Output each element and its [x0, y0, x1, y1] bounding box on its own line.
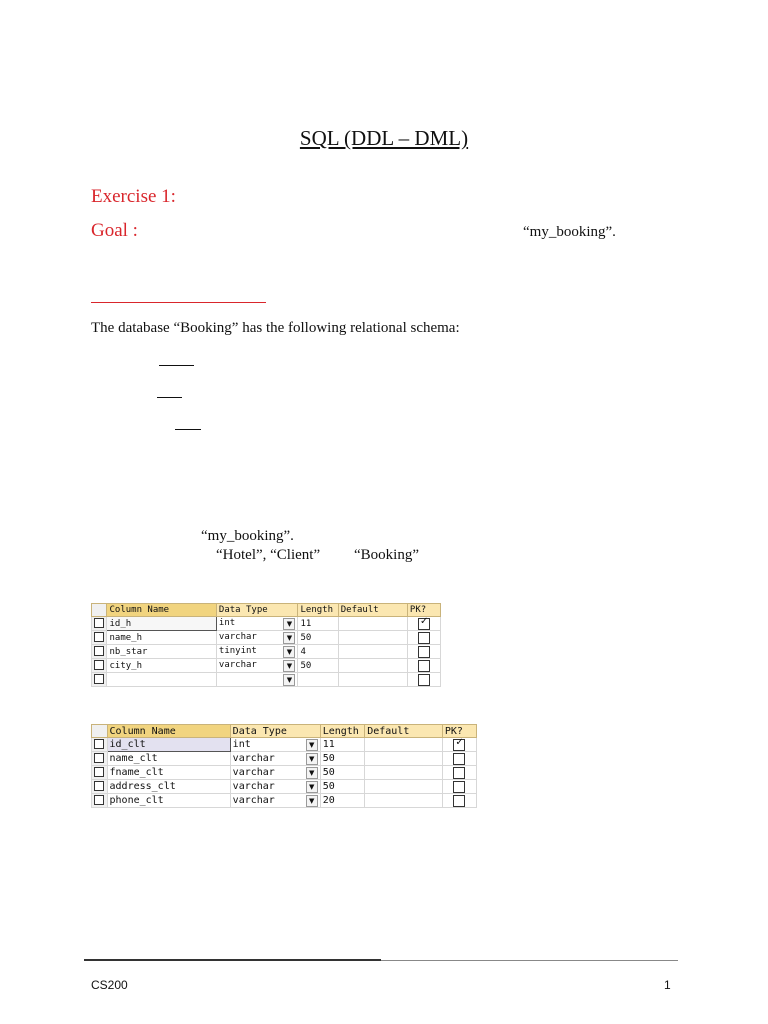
table-row-empty[interactable] — [92, 673, 441, 687]
length-cell[interactable]: 4 — [298, 645, 338, 659]
data-type-cell[interactable] — [230, 766, 320, 780]
pk-checkbox[interactable] — [418, 632, 430, 644]
col-header-data-type: Data Type — [216, 604, 298, 617]
data-type-value: varchar — [218, 631, 257, 642]
goal-db-name: “my_booking”. — [523, 224, 616, 240]
row-checkbox[interactable] — [94, 795, 104, 805]
schema-underline-3 — [175, 429, 201, 430]
footer-page-number: 1 — [664, 978, 671, 992]
data-type-value: varchar — [232, 752, 275, 764]
dropdown-arrow-icon[interactable]: ▼ — [283, 660, 295, 672]
row-checkbox[interactable] — [94, 674, 104, 684]
row-checkbox[interactable] — [94, 781, 104, 791]
col-header-pk: PK? — [407, 604, 440, 617]
data-type-value: varchar — [218, 659, 257, 670]
pk-checkbox[interactable] — [418, 674, 430, 686]
row-checkbox[interactable] — [94, 618, 104, 628]
table-row[interactable] — [92, 631, 441, 645]
column-name-cell[interactable] — [107, 673, 216, 687]
dropdown-arrow-icon[interactable]: ▼ — [306, 753, 318, 765]
row-checkbox[interactable] — [94, 646, 104, 656]
pk-checkbox-checked[interactable] — [453, 739, 465, 751]
pk-checkbox[interactable] — [418, 646, 430, 658]
exercise-heading: Exercise 1: — [91, 186, 176, 207]
column-name-cell[interactable]: city_h — [107, 659, 216, 673]
default-cell[interactable] — [338, 673, 407, 687]
length-cell[interactable] — [298, 673, 338, 687]
schema-underline-1 — [159, 365, 194, 366]
default-cell[interactable] — [338, 631, 407, 645]
pk-checkbox[interactable] — [418, 660, 430, 672]
col-header-data-type: Data Type — [230, 725, 320, 738]
default-cell[interactable] — [365, 766, 443, 780]
pk-checkbox[interactable] — [453, 781, 465, 793]
length-cell[interactable]: 20 — [320, 794, 365, 808]
table-row[interactable] — [92, 780, 477, 794]
row-checkbox[interactable] — [94, 739, 104, 749]
data-type-cell[interactable] — [216, 659, 298, 673]
data-type-cell[interactable] — [216, 617, 298, 631]
data-type-cell[interactable] — [230, 780, 320, 794]
row-header-corner — [92, 725, 108, 738]
client-table-grid — [91, 724, 477, 808]
pk-checkbox[interactable] — [453, 795, 465, 807]
red-underline-rule — [91, 302, 266, 303]
dropdown-arrow-icon[interactable]: ▼ — [306, 795, 318, 807]
footer-course: CS200 — [91, 978, 128, 992]
pk-checkbox[interactable] — [453, 767, 465, 779]
dropdown-arrow-icon[interactable]: ▼ — [283, 646, 295, 658]
length-cell[interactable]: 11 — [320, 738, 365, 752]
row-checkbox[interactable] — [94, 632, 104, 642]
dropdown-arrow-icon[interactable]: ▼ — [306, 781, 318, 793]
default-cell[interactable] — [338, 659, 407, 673]
goal-label: Goal : — [91, 220, 138, 241]
page-title: SQL (DDL – DML) — [299, 126, 469, 150]
col-header-pk: PK? — [442, 725, 476, 738]
default-cell[interactable] — [365, 752, 443, 766]
dropdown-arrow-icon[interactable]: ▼ — [306, 739, 318, 751]
intro-sentence: The database “Booking” has the following relational schema: — [91, 320, 460, 336]
schema-underline-2 — [157, 397, 182, 398]
length-cell[interactable]: 50 — [298, 659, 338, 673]
column-name-cell[interactable]: nb_star — [107, 645, 216, 659]
data-type-value: varchar — [232, 766, 275, 778]
col-header-default: Default — [365, 725, 443, 738]
row-checkbox[interactable] — [94, 753, 104, 763]
table-row[interactable] — [92, 766, 477, 780]
table-row[interactable] — [92, 659, 441, 673]
data-type-value: int — [232, 738, 251, 750]
col-header-column-name: Column Name — [107, 725, 230, 738]
pk-checkbox[interactable] — [453, 753, 465, 765]
footer-rule-dark — [84, 959, 381, 961]
col-header-length: Length — [320, 725, 365, 738]
hotel-table-grid — [91, 603, 441, 687]
dropdown-arrow-icon[interactable]: ▼ — [283, 632, 295, 644]
pk-checkbox-checked[interactable] — [418, 618, 430, 630]
data-type-cell[interactable] — [230, 794, 320, 808]
row-checkbox[interactable] — [94, 767, 104, 777]
default-cell[interactable] — [338, 617, 407, 631]
column-name-cell[interactable]: address_clt — [107, 780, 230, 794]
data-type-value: varchar — [232, 794, 275, 806]
table-row[interactable] — [92, 794, 477, 808]
column-name-cell[interactable]: id_clt — [107, 738, 230, 752]
dropdown-arrow-icon[interactable]: ▼ — [283, 618, 295, 630]
data-type-cell[interactable] — [216, 631, 298, 645]
table-row[interactable] — [92, 645, 441, 659]
column-name-cell[interactable]: phone_clt — [107, 794, 230, 808]
default-cell[interactable] — [338, 645, 407, 659]
db-name-text: “my_booking”. — [201, 528, 294, 544]
tables-text-b: “Booking” — [354, 547, 419, 563]
length-cell[interactable]: 50 — [320, 752, 365, 766]
data-type-value: int — [218, 617, 236, 628]
column-name-cell[interactable]: fname_clt — [107, 766, 230, 780]
col-header-column-name: Column Name — [107, 604, 216, 617]
data-type-value: tinyint — [218, 645, 257, 656]
data-type-cell[interactable] — [230, 738, 320, 752]
column-name-cell[interactable]: name_h — [107, 631, 216, 645]
column-name-cell[interactable]: id_h — [107, 617, 216, 631]
table-row[interactable] — [92, 617, 441, 631]
data-type-cell[interactable] — [216, 673, 298, 687]
table-row[interactable] — [92, 738, 477, 752]
dropdown-arrow-icon[interactable]: ▼ — [283, 674, 295, 686]
length-cell[interactable]: 50 — [320, 780, 365, 794]
column-name-cell[interactable]: name_clt — [107, 752, 230, 766]
col-header-length: Length — [298, 604, 338, 617]
default-cell[interactable] — [365, 780, 443, 794]
length-cell[interactable]: 50 — [298, 631, 338, 645]
default-cell[interactable] — [365, 794, 443, 808]
data-type-value: varchar — [232, 780, 275, 792]
row-header-corner — [92, 604, 107, 617]
length-cell[interactable]: 50 — [320, 766, 365, 780]
col-header-default: Default — [338, 604, 407, 617]
length-cell[interactable]: 11 — [298, 617, 338, 631]
dropdown-arrow-icon[interactable]: ▼ — [306, 767, 318, 779]
data-type-cell[interactable] — [216, 645, 298, 659]
tables-text-a: “Hotel”, “Client” — [216, 547, 321, 563]
table-row[interactable] — [92, 752, 477, 766]
default-cell[interactable] — [365, 738, 443, 752]
row-checkbox[interactable] — [94, 660, 104, 670]
data-type-cell[interactable] — [230, 752, 320, 766]
